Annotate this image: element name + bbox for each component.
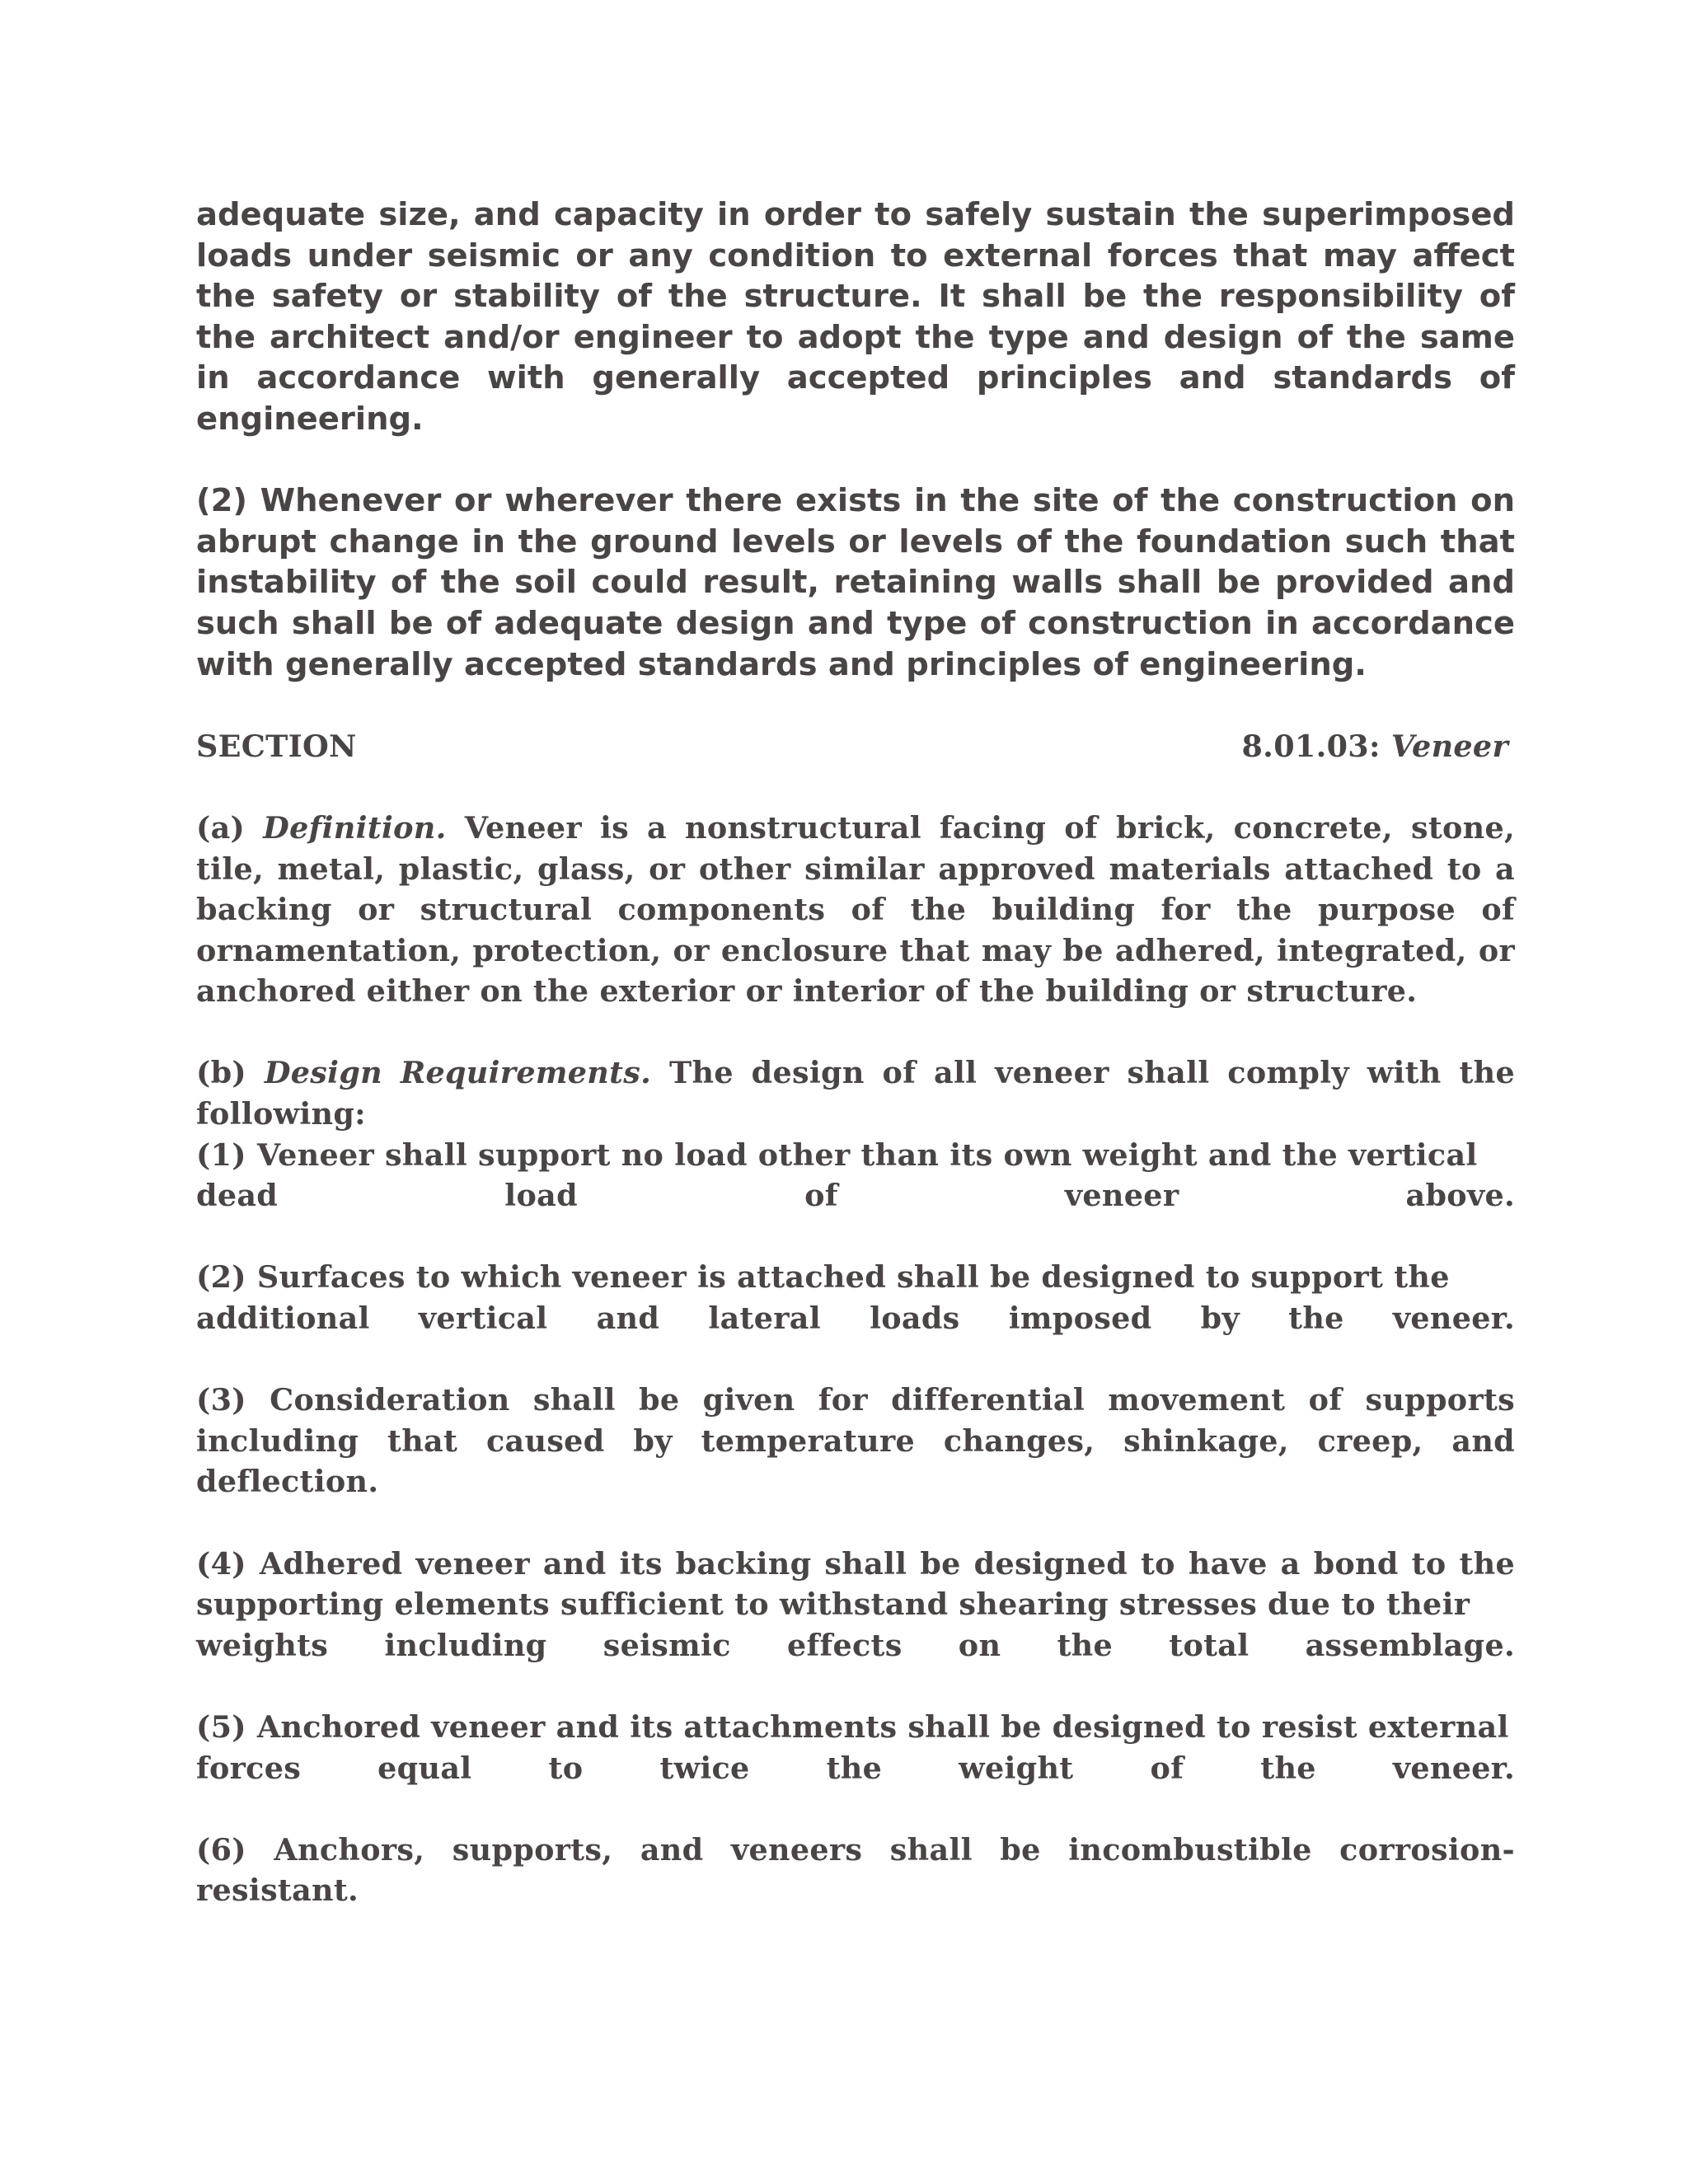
definition-marker: (a) <box>196 809 246 846</box>
requirement-item-2: (2) Surfaces to which veneer is attached shall be designed to support the <box>196 1259 1450 1296</box>
requirement-item-5-last-line: forces equal to twice the weight of the veneer. <box>196 1750 1515 1786</box>
design-label: Design Requirements. <box>264 1055 652 1091</box>
section-title: Veneer <box>1390 728 1508 764</box>
requirement-item-3: (3) Consideration shall be given for differential movement of supports including that caused by temperature changes, shinkage, creep, and deflection. <box>196 1382 1515 1500</box>
definition-paragraph <box>196 808 1515 1012</box>
section-heading <box>196 726 1508 767</box>
requirement-item-6: (6) Anchors, supports, and veneers shall be incombustible corrosion-resistant. <box>196 1831 1515 1909</box>
section-number-title <box>1241 726 1508 767</box>
design-requirements-intro <box>196 1052 1515 1134</box>
requirement-item-4: (4) Adhered veneer and its backing shall be designed to have a bond to the supporting elements sufficient to withstand shearing stresses due to their <box>196 1545 1515 1623</box>
section-number: 8.01.03: <box>1241 728 1381 764</box>
requirement-item-1: (1) Veneer shall support no load other than its own weight and the vertical <box>196 1137 1478 1173</box>
requirement-item-2-last-line: additional vertical and lateral loads imposed by the veneer. <box>196 1301 1515 1337</box>
paragraph-retaining-walls: (2) Whenever or wherever there exists in the site of the construction on abrupt change in the ground levels or levels of the foundation such that instability of the soil could result, retaining walls shall be provided and such shall be of adequate design and type of construction in accordance with generally accepted standards and principles of engineering. <box>196 482 1515 683</box>
definition-text: Veneer is a nonstructural facing of brick, concrete, stone, tile, metal, plastic, glass, or other similar approved materials attached to a backing or structural components of the building for the purpose of ornamentation, protection, or enclosure that may be adhered, integrated, or anchored either on the exterior or interior of the building or structure. <box>196 809 1515 1010</box>
requirement-item-5: (5) Anchored veneer and its attachments shall be designed to resist external <box>196 1708 1509 1745</box>
requirement-item-4-last-line: weights including seismic effects on the total assemblage. <box>196 1627 1515 1663</box>
definition-label: Definition. <box>263 809 447 846</box>
document-page <box>196 194 1515 1911</box>
section-word: SECTION <box>196 728 357 764</box>
design-marker: (b) <box>196 1055 246 1091</box>
requirement-item-1-last-line: dead load of veneer above. <box>196 1178 1515 1214</box>
design-intro-text: The design of all veneer shall comply with the following: <box>196 1055 1515 1132</box>
paragraph-foundation-capacity: adequate size, and capacity in order to safely sustain the superimposed loads under seismic or any condition to external forces that may affect the safety or stability of the structure. It shall be the responsibility of the architect and/or engineer to adopt the type and design of the same in accordance with generally accepted principles and standards of engineering. <box>196 196 1515 438</box>
